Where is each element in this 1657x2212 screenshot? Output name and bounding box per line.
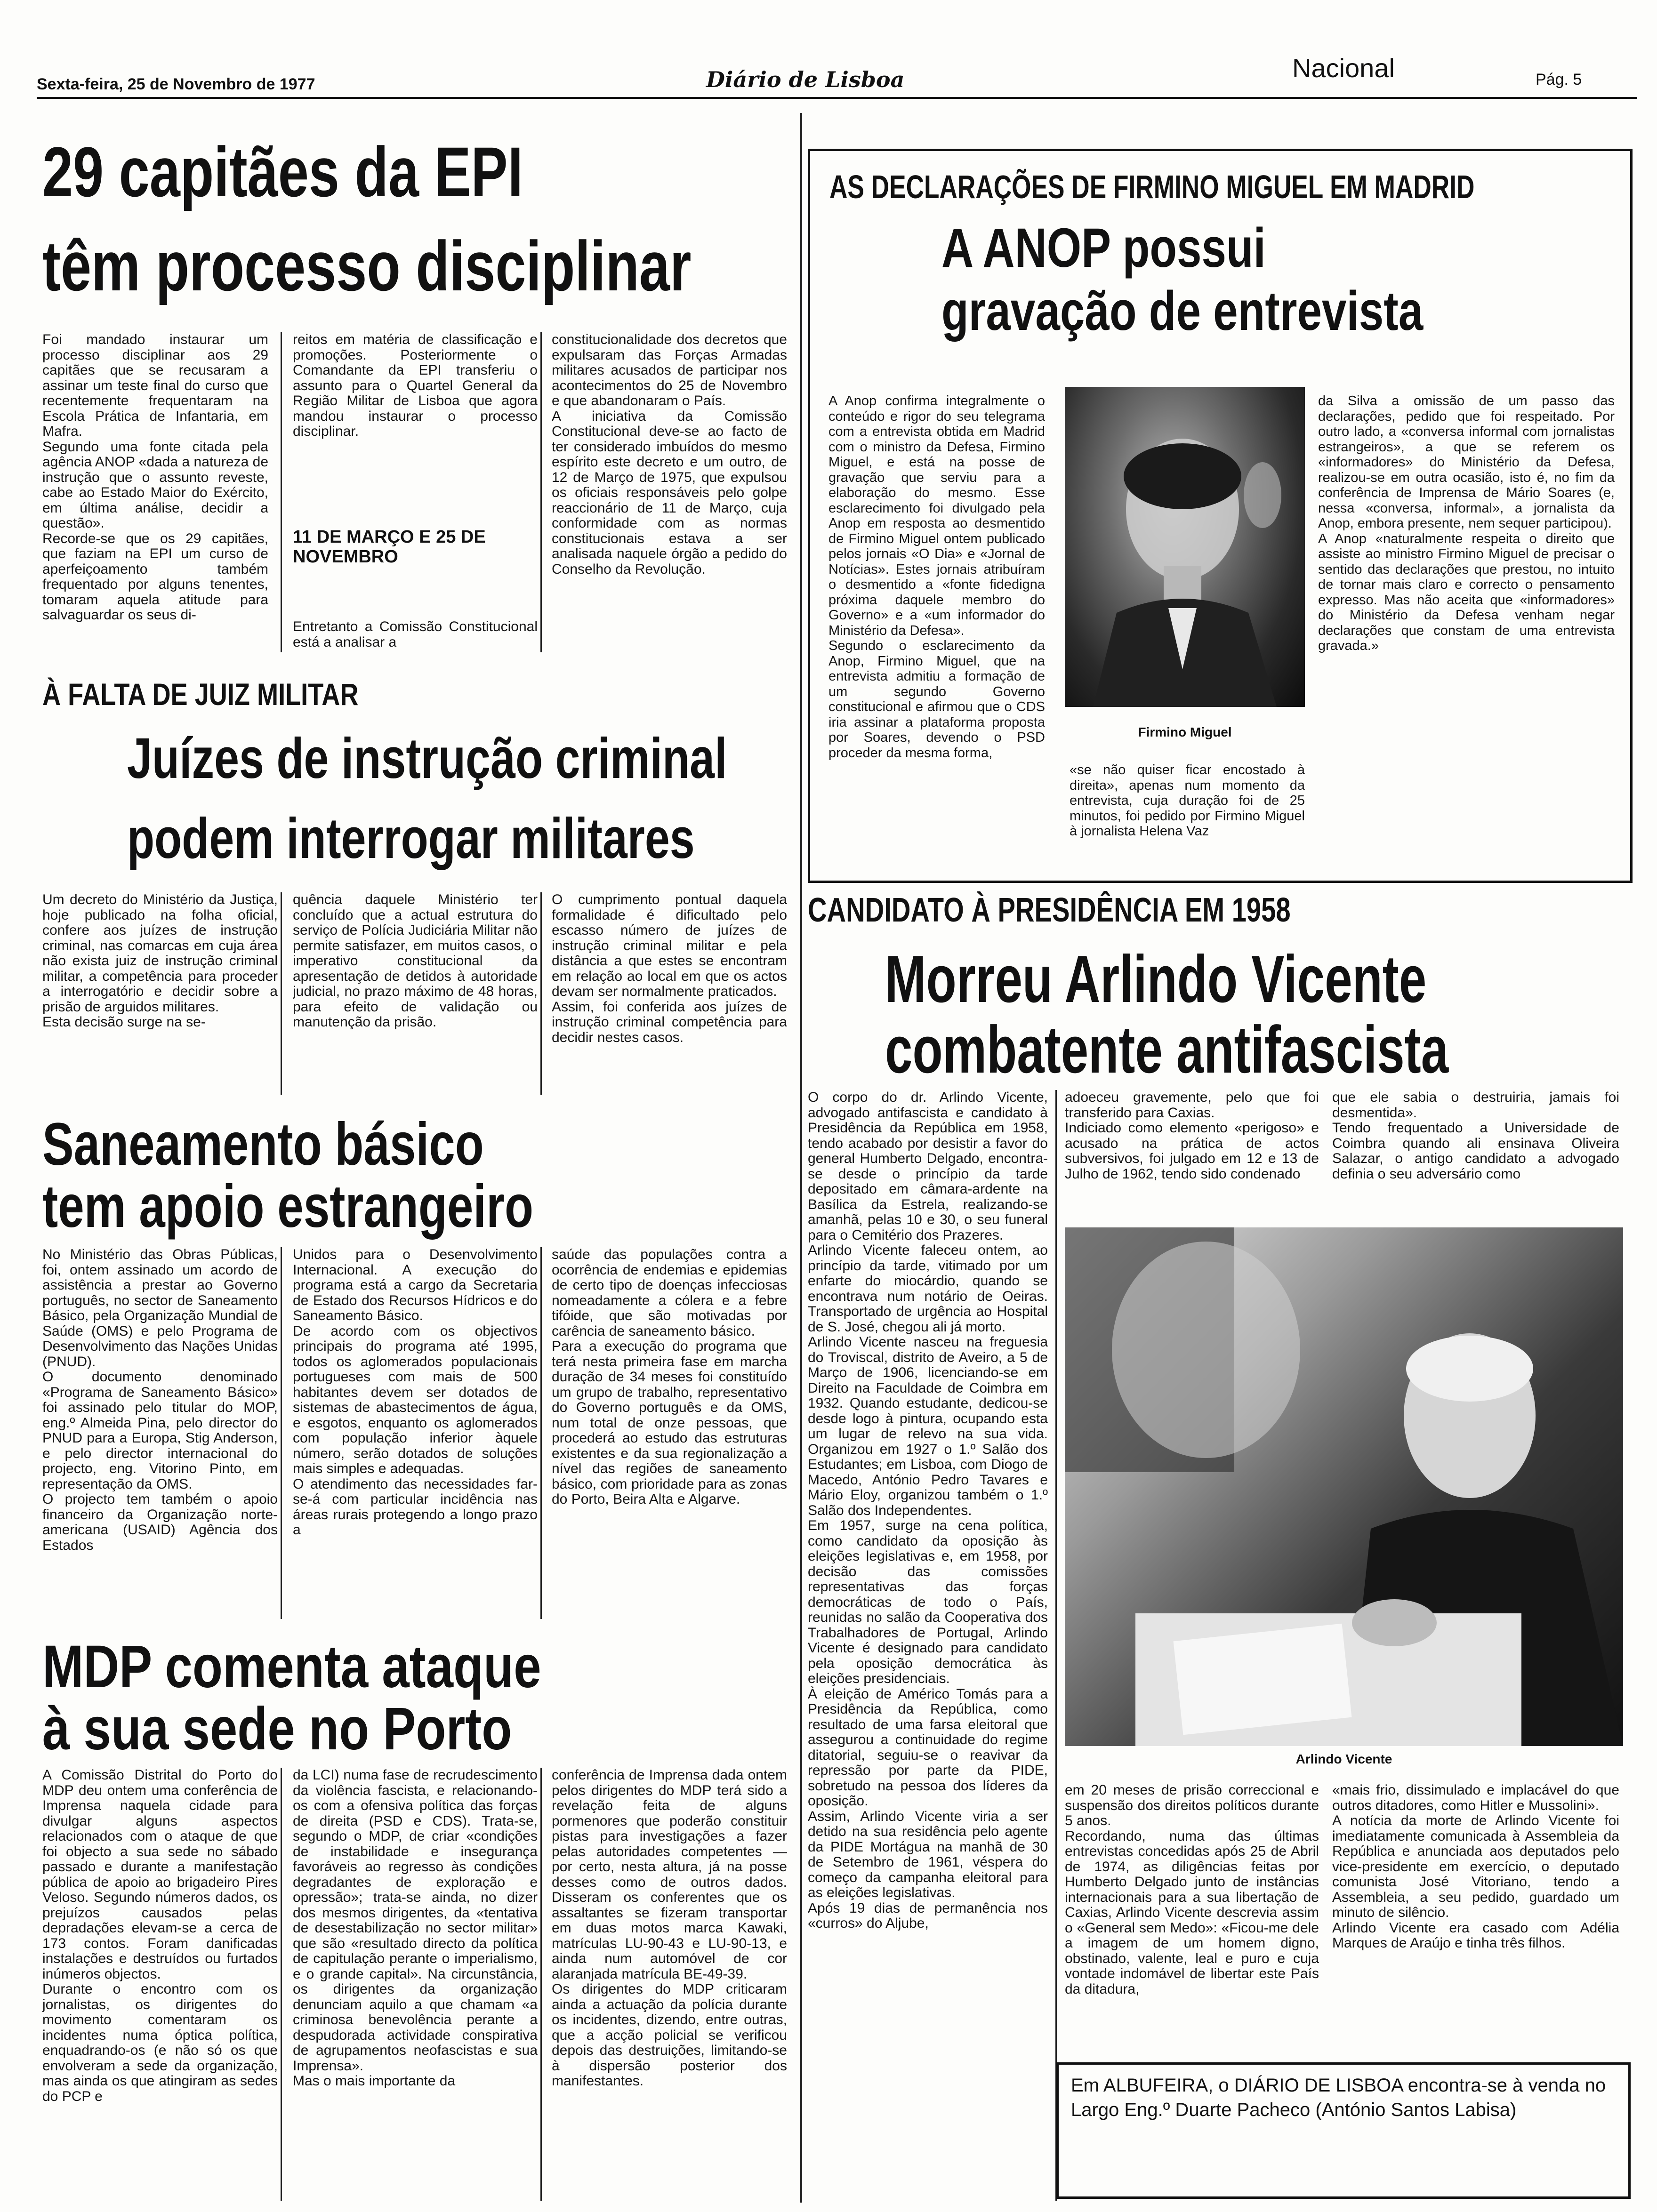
anop-col-3: da Silva a omissão de um passo das declarações, pedido que foi respeitado. Por outro lado, a «conversa informal com jornalistas estrangeiros», a que se referem os «informadores» do Ministério da Defesa, realizou-se em outra ocasião, isto é, no fim da conferência de Imprensa de Mário Soares (e, nessa «conversa, informal», a jornalista da Anop, embora presente, nem sequer participou). A Anop «naturalmente respeita o direito que assiste ao ministro Firmino Miguel de precisar o sentido das declarações que prestou, no intuito de tornar mais claro e correcto o pensamento expresso. Mas não aceita que «informadores» do Ministério da Defesa venham negar declarações que constam de uma entrevista gravada.» [1318,393,1615,653]
firmino-miguel-caption: Firmino Miguel [1138,725,1232,739]
col-rule [540,1247,542,1619]
albufeira-notice [1056,2062,1631,2199]
epi-col-2: reitos em matéria de classificação e promoções. Posteriormente o Comandante da EPI transferiu o assunto para o Quartel General da Região Militar de Lisboa que agora mandou instaurar o processo disciplinar. [293,332,538,439]
anop-headline-2: gravação de entrevista [941,280,1424,342]
epi-subhead: 11 DE MARÇO E 25 DE NOVEMBRO [293,527,486,567]
anop-col-1: A Anop confirma integralmente o conteúdo e rigor do seu telegrama com a entrevista obtida em Madrid com o ministro da Defesa, Firmino Miguel, e está na posse de gravação que serviu para a elaboração do mesmo. Esse esclarecimento foi divulgado pela Anop em resposta ao desmentido de Firmino Miguel ontem publicado pelos jornais «O Dia» e «Jornal de Notícias». Estes jornais atribuíram o desmentido a «fonte fidedigna próxima daquele membro do Governo» e a «um informador do Ministério da Defesa». Segundo o esclarecimento da Anop, Firmino Miguel, que na entrevista admitiu a formação de um segundo Governo constitucional e afirmou que o CDS iria assinar a plataforma proposta por Soares, devendo o PSD proceder da mesma forma, [828,393,1045,761]
arlindo-vicente-caption: Arlindo Vicente [1295,1752,1392,1766]
mdp-col-2: da LCI) numa fase de recrudescimento da violência fascista, e relacionando-os com a ofensiva política das forças de direita (PSD e CDS). Trata-se, segundo o MDP, de criar «condições de instabilidade e insegurança favoráveis ao regresso às condições degradantes de exploração e opressão»; trata-se ainda, no dizer dos mesmos dirigentes, da «tentativa de desestabilização no sector militar» que são «resultado directo da política de capitulação perante o imperialismo, e o grande capital». Na circunstância, os dirigentes da organização denunciam aquilo a que chamam «a criminosa benevolência perante a despudorada actividade conspirativa de agrupamentos neofascistas e sua Imprensa». Mas o mais importante da [293,1768,538,2089]
anop-headline-1: A ANOP possui [941,217,1266,279]
arlindo-headline-1: Morreu Arlindo Vicente [885,942,1427,1017]
portrait-silhouette [1065,387,1305,707]
juizes-col-3: O cumprimento pontual daquela formalidade é dificultado pelo escasso número de juízes de instrução criminal militar e pela distância a que estes se encontram em relação ao local em que os actos devam ser normalmente praticados. Assim, foi conferida aos juízes de instrução criminal competência para decidir nestes casos. [552,892,787,1045]
epi-col-3: constitucionalidade dos decretos que expulsaram das Forças Armadas militares acusados de participar nos acontecimentos do 25 de Novembro e que abandonaram o País. A iniciativa da Comissão Constitucional deve-se ao facto de ter considerado imbuídos do mesmo espírito este decreto e um outro, de 12 de Março de 1975, que expulsou os oficiais responsáveis pelo golpe reaccionário de 11 de Março, cuja conformidade com as normas constitucionais estava a ser analisada naquele órgão a pedido do Conselho da Revolução. [552,332,787,577]
col-rule [1055,1090,1057,2201]
arlindo-headline-2: combatente antifascista [885,1012,1449,1087]
juizes-headline-2: podem interrogar militares [127,806,695,870]
masthead-page: Pág. 5 [1536,71,1582,88]
saneamento-headline-2: tem apoio estrangeiro [42,1173,534,1240]
epi-headline-2: têm processo disciplinar [42,226,692,305]
juizes-headline-1: Juízes de instrução criminal [127,726,727,790]
saneamento-col-3: saúde das populações contra a ocorrência de endemias e epidemias de certo tipo de doenças infecciosas nomeadamente a cólera e a febre tifóide, que são motivadas por carência de saneamento básico. Para a execução do programa que terá nesta primeira fase em marcha duração de 34 meses foi constituído um grupo de trabalho, representativo do Governo português e da OMS, num total de onze pessoas, que procederá ao estudo das estruturas existentes e da sua regionalização a nível das regiões de saneamento básico, com prioridade para as zonas do Porto, Beira Alta e Algarve. [552,1247,787,1507]
arlindo-col-3b: «mais frio, dissimulado e implacável do que outros ditadores, como Hitler e Mussolini». A notícia da morte de Arlindo Vicente foi imediatamente comunicada à Assembleia da República e anunciada aos deputados pelo vice-presidente em exercício, o deputado comunista José Vitoriano, tendo a Assembleia, a seu pedido, guardado um minuto de silêncio. Arlindo Vicente era casado com Adélia Marques de Araújo e tinha três filhos. [1332,1783,1619,1951]
arlindo-vicente-photo [1065,1227,1623,1746]
arlindo-col-2: adoeceu gravemente, pelo que foi transferido para Caxias. Indiciado como elemento «perigoso» e acusado na prática de actos subversivos, foi julgado em 12 e 13 de Julho de 1962, tendo sido condenado [1065,1090,1319,1182]
col-rule [281,892,282,1095]
mdp-col-3: conferência de Imprensa dada ontem pelos dirigentes do MDP terá sido a revelação feita de alguns pormenores que poderão constituir pistas para investigações a fazer pelas autoridades competentes — por certo, nesta altura, já na posse desses como de outros dados. Disseram os conferentes que os assaltantes se fizeram transportar em duas motos marca Kawaki, matrículas LU-90-43 e LU-90-13, e ainda num automóvel de cor alaranjada matrícula BE-49-39. Os dirigentes do MDP criticaram ainda a actuação da polícia durante os incidentes, dizendo, entre outras, que a acção policial se verificou depois das destruições, limitando-se à dispersão posterior dos manifestantes. [552,1768,787,2089]
desk-scene [1065,1227,1623,1746]
mdp-col-1: A Comissão Distrital do Porto do MDP deu ontem uma conferência de Imprensa naquela cidade para divulgar alguns aspectos relacionados com o ataque de que foi objecto a sua sede no sábado passado e durante a manifestação pública de apoio ao brigadeiro Pires Veloso. Segundo números dados, os prejuízos causados pelas depradações elevam-se a cerca de 173 contos. Foram danificadas instalações e destruídos ou furtados inúmeros objectos. Durante o encontro com os jornalistas, os dirigentes do movimento comentaram os incidentes numa óptica política, enquadrando-os (e não só os que envolveram a sede da organização, mas ainda os que atingiram as sedes do PCP e [42,1768,278,2104]
anop-kicker: AS DECLARAÇÕES DE FIRMINO MIGUEL EM MADRID [829,168,1475,205]
saneamento-col-2: Unidos para o Desenvolvimento Internacional. A execução do programa está a cargo da Secretaria de Estado dos Recursos Hídricos e do Saneamento Básico. De acordo com os objectivos principais do programa até 1995, todos os aglomerados populacionais portugueses com mais de 500 habitantes devem ser dotados de sistemas de abastecimentos de água, e esgotos, enquanto os aglomerados com população inferior àquele número, serão dotados de soluções mais simples e adequadas. O atendimento das necessidades far-se-á com particular incidência nas áreas rurais protegendo a longo prazo a [293,1247,538,1538]
mdp-headline-1: MDP comenta ataque [42,1633,541,1700]
arlindo-kicker: CANDIDATO À PRESIDÊNCIA EM 1958 [808,891,1291,929]
masthead-rule [37,97,1637,99]
page-divider [800,113,802,2203]
col-rule [540,332,542,652]
epi-col-2b: Entretanto a Comissão Constitucional está a analisar a [293,619,538,650]
saneamento-headline-1: Saneamento básico [42,1111,484,1178]
epi-col-1: Foi mandado instaurar um processo disciplinar aos 29 capitães que se recusaram a assinar um teste final do curso que recentemente frequentaram na Escola Prática de Infantaria, em Mafra. Segundo uma fonte citada pela agência ANOP «dada a natureza de instrução que o assunto reveste, cabe ao Estado Maior do Exército, em última análise, decidir a questão». Recorde-se que os 29 capitães, que faziam na EPI um curso de aperfeiçoamento também frequentado por alguns tenentes, tomaram aquela atitude para salvaguardar os seus di- [42,332,268,623]
juizes-col-2: quência daquele Ministério ter concluído que a actual estrutura do serviço de Polícia Judiciária Militar não permite satisfazer, em muitos casos, o imperativo constitucional da apresentação de detidos à autoridade judicial, no prazo máximo de 48 horas, para efeito de validação ou manutenção da prisão. [293,892,538,1030]
masthead-section: Nacional [1292,53,1395,83]
arlindo-col-1: O corpo do dr. Arlindo Vicente, advogado antifascista e candidato à Presidência da República em 1958, tendo acabado por desistir a favor do general Humberto Delgado, encontra-se desde o princípio da tarde depositado em câmara-ardente na Basílica da Estrela, realizando-se amanhã, pelas 10 e 30, o seu funeral para o Cemitério dos Prazeres. Arlindo Vicente faleceu ontem, ao princípio da tarde, vitimado por um enfarte do miocárdio, quando se encontrava num notário de Oeiras. Transportado de urgência ao Hospital de S. José, chegou ali já morto. Arlindo Vicente nasceu na freguesia do Troviscal, distrito de Aveiro, a 5 de Março de 1906, licenciando-se em Direito na Faculdade de Coimbra em 1932. Quando estudante, dedicou-se desde logo à pintura, ocupando esta um lugar de relevo na sua vida. Organizou em 1927 o 1.º Salão dos Estudantes; em Lisboa, com Diogo de Macedo, António Pedro Tavares e Mário Eloy, organizou também o 1.º Salão dos Independentes. Em 1957, surge na cena política, como candidato da oposição às eleições legislativas e, em 1958, por decisão das comissões representativas das forças democráticas de todo o País, reunidas no salão da Cooperativa dos Trabalhadores de Portugal, Arlindo Vicente é designado para candidato pela oposição democrática às eleições presidenciais. À eleição de Américo Tomás para a Presidência da República, como resultado de uma farsa eleitoral que assegurou a continuidade do regime ditatorial, seguiu-se o reavivar da repressão por parte da PIDE, sobretudo na pessoa dos líderes da oposição. Assim, Arlindo Vicente viria a ser detido na sua residência pelo agente da PIDE Mortágua na manhã de 30 de Setembro de 1961, véspera do começo da campanha eleitoral para as eleições legislativas. Após 19 dias de permanência nos «curros» do Aljube, [808,1090,1048,1931]
juizes-kicker: À FALTA DE JUIZ MILITAR [42,677,359,712]
col-rule [540,1768,542,2201]
col-rule [281,1247,282,1619]
anop-col-2: «se não quiser ficar encostado à direita», apenas num momento da entrevista, cuja duração foi de 25 minutos, foi pedido por Firmino Miguel à jornalista Helena Vaz [1070,762,1305,839]
epi-headline-1: 29 capitães da EPI [42,132,523,211]
col-rule [540,892,542,1095]
masthead-paper: Diário de Lisboa [706,67,905,92]
saneamento-col-1: No Ministério das Obras Públicas, foi, ontem assinado um acordo de assistência a prestar ao Governo português, no sector de Saneamento Básico, pela Organização Mundial de Saúde (OMS) e pelo Programa de Desenvolvimento das Nações Unidas (PNUD). O documento denominado «Programa de Saneamento Básico» foi assinado pelo titular do MOP, eng.º Almeida Pina, pelo director do PNUD para a Europa, Stig Anderson, e pelo director internacional do projecto, eng. Vitorino Pinto, em representação da OMS. O projecto tem também o apoio financeiro da Organização norte-americana (USAID) Agência dos Estados [42,1247,278,1553]
mdp-headline-2: à sua sede no Porto [42,1695,512,1763]
arlindo-col-3: que ele sabia o destruiria, jamais foi desmentida». Tendo frequentado a Universidade de Coimbra quando ali ensinava Oliveira Salazar, o antigo candidato a advogado definia o seu adversário como [1332,1090,1619,1182]
arlindo-col-2b: em 20 meses de prisão correccional e suspensão dos direitos políticos durante 5 anos. Recordando, numa das últimas entrevistas concedidas após 25 de Abril de 1974, as diligências feitas por Humberto Delgado junto de instâncias internacionais para a sua libertação de Caxias, Arlindo Vicente descrevia assim o «General sem Medo»: «Ficou-me dele a imagem de um homem digno, obstinado, valente, leal e puro e cuja vontade indomável de libertar este País da ditadura, [1065,1783,1319,1997]
col-rule [281,1768,282,2201]
juizes-col-1: Um decreto do Ministério da Justiça, hoje publicado na folha oficial, confere aos juízes de instrução criminal, nas comarcas em cuja área não exista juiz de instrução criminal militar, a competência para proceder a interrogatório e decidir sobre a prisão de arguidos militares. Esta decisão surge na se- [42,892,278,1030]
albufeira-notice-text: Em ALBUFEIRA, o DIÁRIO DE LISBOA encontra-se à venda no Largo Eng.º Duarte Pacheco (António Santos Labisa) [1071,2075,1606,2120]
firmino-miguel-photo [1065,387,1305,707]
col-rule [281,332,282,652]
masthead-date: Sexta-feira, 25 de Novembro de 1977 [37,75,315,93]
